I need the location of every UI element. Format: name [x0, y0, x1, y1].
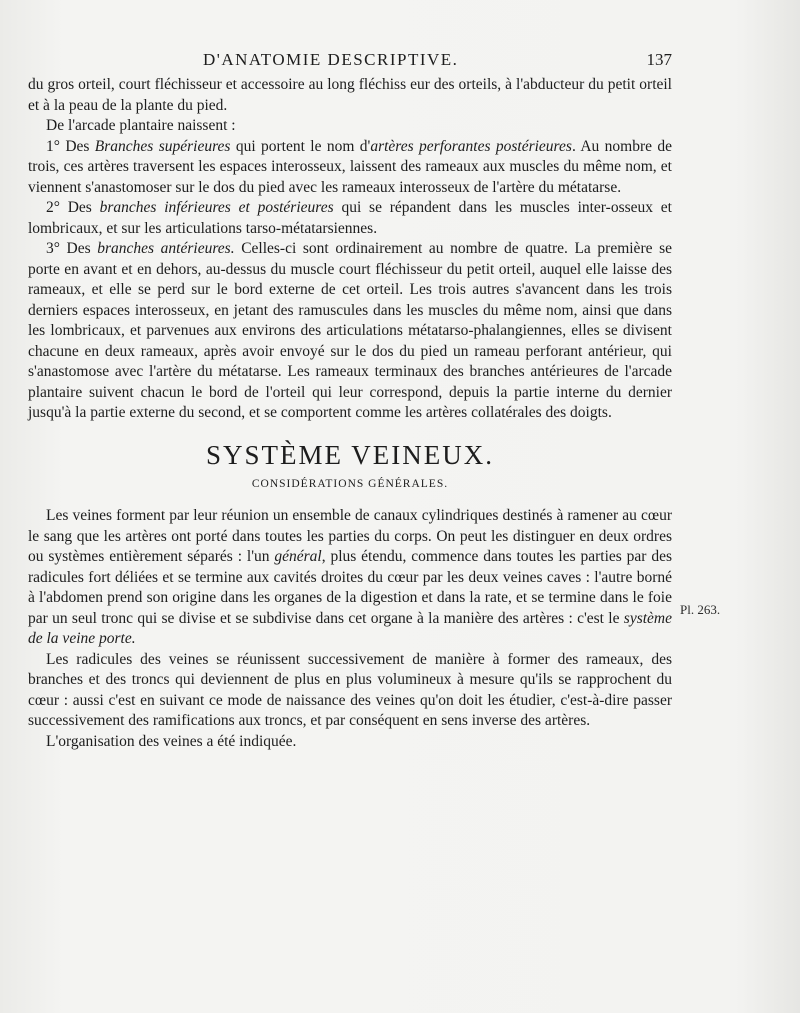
- paragraph: [28, 239, 672, 424]
- paragraph: du gros orteil, court fléchisseur et accessoire au long fléchiss eur des orteils, à l'abducteur du petit orteil et à la peau de la plante du pied.: [28, 76, 672, 114]
- italic-term: système de la veine porte.: [28, 609, 672, 647]
- text-run: qui portent le nom d': [230, 137, 371, 155]
- running-title: D'ANATOMIE DESCRIPTIVE.: [203, 50, 459, 69]
- text-run: . Au nombre de trois, ces artères traversent les espaces interosseux, laissent des rameaux aux muscles du même nom, et viennent s'anastomoser sur le dos du pied avec les rameaux interosseux de l'artère du métatarse.: [28, 137, 672, 196]
- paragraph: [28, 506, 672, 650]
- italic-term: Branches supérieures: [94, 137, 231, 155]
- text-run: , plus étendu, commence dans toutes les parties par des radicules fort déliées et se termine aux cavités droites du cœur par les deux veines caves : l'autre borné à l'abdomen prend son origine dans les organes de la digestion et dans la rate, et se termine dans le foie par un seul tronc qui se divise et se subdivise dans cet organe à la manière des artères : c'est le: [28, 548, 672, 627]
- page-header: [28, 50, 672, 70]
- plate-reference: Pl. 263.: [680, 602, 721, 617]
- text-run: 1° Des: [46, 137, 95, 155]
- italic-term: général: [274, 548, 322, 565]
- italic-term: branches inférieures et postérieures: [99, 199, 334, 216]
- text-run: qui se répandent dans les muscles inter-osseux et lombricaux, et sur les articulations tarso-métatarsiennes.: [28, 199, 672, 237]
- paragraph: [28, 137, 672, 199]
- paragraph: Les radicules des veines se réunissent successivement de manière à former des rameaux, des branches et des troncs qui deviennent de plus en plus volumineux à mesure qu'ils se rapprochent du cœur : aussi c'est en suivant ce mode de naissance des veines qu'on doit les étudier, c'est-à-dire passer successivement des ramifications aux troncs, et par conséquent en sens inverse des artères.: [28, 650, 672, 729]
- text-run: 2° Des: [46, 199, 100, 216]
- text-run: Les veines forment par leur réunion un ensemble de canaux cylindriques destinés à ramener au cœur le sang que les artères ont porté dans toutes les parties du corps. On peut les distinguer en deux ordres ou systèmes entièrement séparés : l'un: [28, 507, 672, 565]
- paragraph: L'organisation des veines a été indiquée.: [46, 732, 297, 750]
- text-run: 3° Des: [46, 240, 98, 257]
- page-number: 137: [646, 50, 672, 69]
- italic-term: artères perforantes postérieures: [370, 137, 572, 155]
- paragraph: [28, 198, 672, 239]
- italic-term: branches antérieures.: [97, 240, 235, 257]
- section-title: SYSTÈME VEINEUX.: [206, 439, 494, 470]
- paragraph: De l'arcade plantaire naissent :: [46, 117, 236, 134]
- body-text: [28, 75, 672, 752]
- text-run: Celles-ci sont ordinairement au nombre de quatre. La première se porte en avant et en dehors, au-dessus du muscle court fléchisseur du petit orteil, auquel elle laisse des rameaux, et elle se perd sur le bord externe de cet orteil. Les trois autres s'avancent dans les trois derniers espaces interosseux, en jetant des ramuscules dans les muscles du même nom, ainsi que dans les lombricaux, et parvenues aux environs des articulations métatarso-phalangiennes, elles se divisent chacune en deux rameaux, après avoir envoyé sur le dos du pied un rameau perforant antérieur, qui s'anastomose avec l'artère du métatarse. Les rameaux terminaux des branches antérieures de l'arcade plantaire suivent chacun le bord de l'orteil qui leur correspond, depuis la partie interne du dernier jusqu'à la partie externe du second, et se comportent comme les artères collatérales des doigts.: [28, 240, 672, 421]
- section-subtitle: CONSIDÉRATIONS GÉNÉRALES.: [251, 477, 449, 490]
